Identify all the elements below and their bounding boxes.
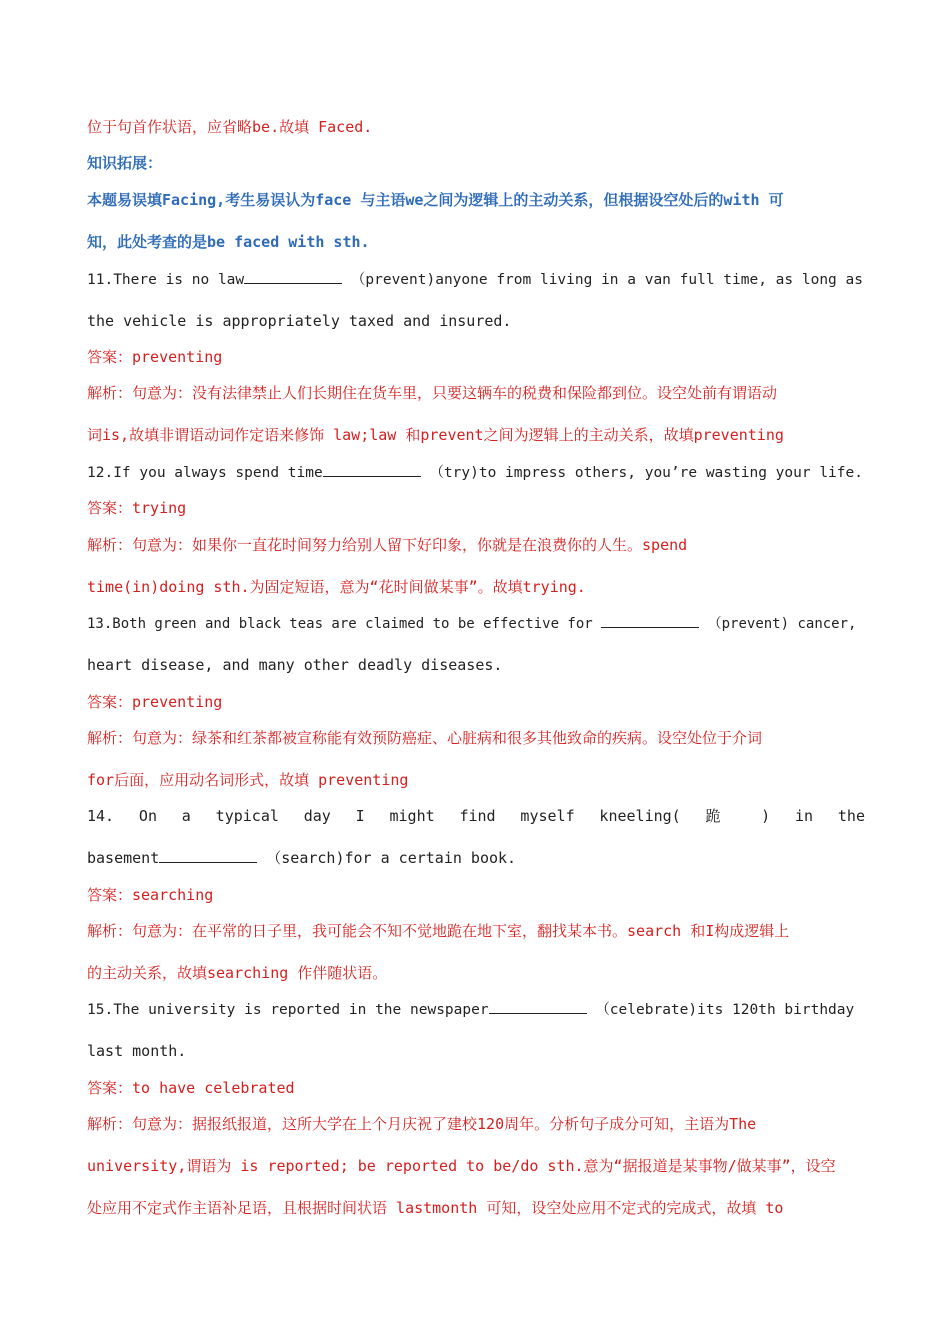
- answer-blank: [323, 462, 421, 477]
- answer-14: 答案：searching: [87, 886, 214, 904]
- explanation-line: for后面，应用动名词形式，故填 preventing: [87, 771, 409, 789]
- question-text: （prevent) cancer,: [707, 616, 857, 632]
- explanation-line: 解析：句意为：绿茶和红茶都被宣称能有效预防癌症、心脏病和很多其他致命的疾病。设空处位于介词: [87, 729, 763, 747]
- question-text: basement: [87, 849, 160, 867]
- question-line: the vehicle is appropriately taxed and insured.: [87, 312, 512, 330]
- question-text: （search)for a certain book.: [266, 849, 517, 867]
- question-14: 14. On a typical day I might find myself kneeling( 跪 ) in the: [87, 807, 865, 825]
- explanation-line: 解析：句意为：在平常的日子里，我可能会不知不觉地跪在地下室，翻找某本书。search 和I构成逻辑上: [87, 922, 790, 940]
- question-text: 11.There is no law: [87, 272, 245, 288]
- question-text: （try)to impress others, you’re wasting your life.: [429, 465, 863, 481]
- question-text: 13.Both green and black teas are claimed to be effective for: [87, 616, 593, 632]
- answer-blank: [489, 999, 587, 1014]
- explanation-line: 的主动关系，故填searching 作伴随状语。: [87, 964, 388, 982]
- question-text: 15.The university is reported in the newspaper: [87, 1002, 489, 1018]
- question-text: （prevent)anyone from living in a van full time, as long as: [350, 272, 863, 288]
- extension-line: 知，此处考查的是be faced with sth.: [87, 233, 370, 251]
- question-line: heart disease, and many other deadly diseases.: [87, 656, 503, 674]
- question-13: [87, 613, 865, 634]
- explanation-line: 词is,故填非谓语动词作定语来修饰 law;law 和prevent之间为逻辑上的主动关系，故填preventing: [87, 426, 784, 444]
- explanation-line: 解析：句意为：没有法律禁止人们长期住在货车里，只要这辆车的税费和保险都到位。设空处前有谓语动: [87, 384, 778, 402]
- question-11: [87, 269, 865, 290]
- extension-title: 知识拓展：: [87, 154, 163, 172]
- question-text: 12.If you always spend time: [87, 465, 323, 481]
- explanation-line: time(in)doing sth.为固定短语，意为“花时间做某事”。故填trying.: [87, 578, 586, 596]
- question-12: [87, 462, 865, 483]
- explanation-line: 解析：句意为：如果你一直花时间努力给别人留下好印象，你就是在浪费你的人生。spend: [87, 536, 688, 554]
- question-line: [87, 848, 865, 868]
- question-line: last month.: [87, 1042, 187, 1060]
- answer-blank: [601, 613, 699, 628]
- explanation-line: university,谓语为 is reported; be reported to be/do sth.意为“据报道是某事物/做某事”，设空: [87, 1157, 836, 1175]
- explanation-line: 处应用不定式作主语补足语，且根据时间状语 lastmonth 可知，设空处应用不定式的完成式，故填 to: [87, 1199, 784, 1217]
- answer-blank: [159, 848, 257, 863]
- answer-13: 答案：preventing: [87, 693, 223, 711]
- explanation-line: 位于句首作状语，应省略be.故填 Faced.: [87, 118, 373, 136]
- explanation-line: 解析：句意为：据报纸报道，这所大学在上个月庆祝了建校120周年。分析句子成分可知，主语为The: [87, 1115, 757, 1133]
- answer-15: 答案：to have celebrated: [87, 1079, 295, 1097]
- answer-blank: [244, 269, 342, 284]
- answer-12: 答案：trying: [87, 499, 187, 517]
- extension-line: 本题易误填Facing,考生易误认为face 与主语we之间为逻辑上的主动关系，但根据设空处后的with 可: [87, 191, 784, 209]
- answer-11: 答案：preventing: [87, 348, 223, 366]
- question-text: （celebrate)its 120th birthday: [595, 1002, 855, 1018]
- question-15: [87, 999, 865, 1020]
